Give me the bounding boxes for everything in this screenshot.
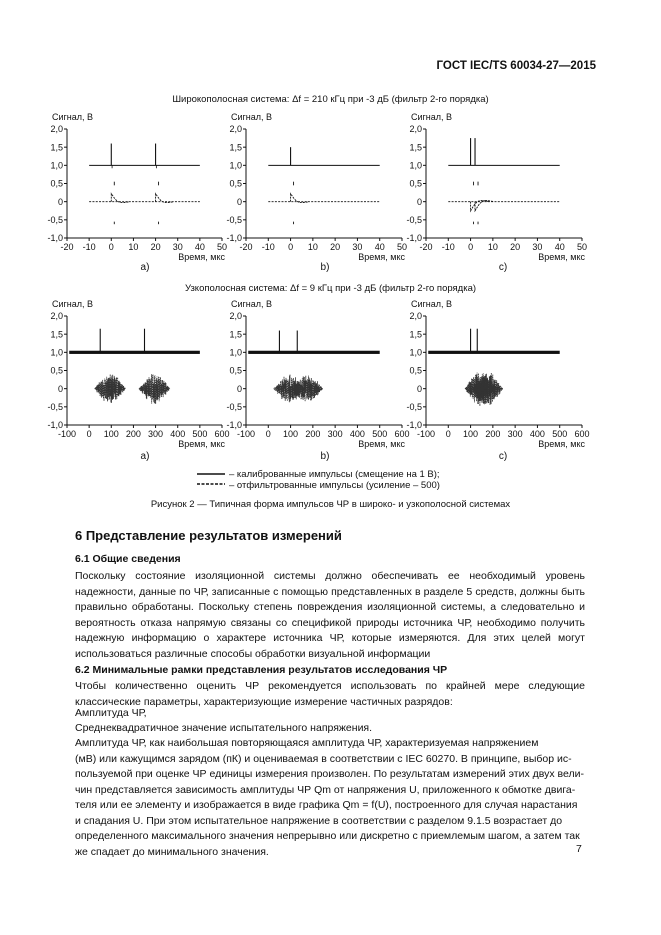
- x-axis-title: Время, мкс: [178, 439, 225, 449]
- y-axis-title: Сигнал, В: [411, 112, 453, 122]
- x-tick-label: 0: [265, 429, 271, 439]
- y-tick-label: 0: [236, 383, 242, 394]
- legend-swatches: [195, 469, 227, 489]
- y-tick-label: 0: [57, 383, 63, 394]
- x-tick-label: -20: [239, 242, 253, 252]
- x-tick-label: 30: [352, 242, 363, 252]
- x-tick-label: 20: [330, 242, 341, 252]
- section-6-2-line-5: теля или ее элементу и изображается в виде графика Qm = f(U), построенного для случая нарастания: [75, 799, 578, 811]
- y-axis-title: Сигнал, В: [231, 112, 273, 122]
- x-tick-label: 100: [103, 429, 119, 439]
- y-tick-label: 0,5: [50, 178, 63, 189]
- y-tick-label: 1,5: [409, 142, 422, 153]
- y-tick-label: 1,5: [50, 329, 63, 340]
- x-tick-label: 200: [125, 429, 141, 439]
- x-tick-label: 400: [529, 429, 545, 439]
- y-tick-label: 2,0: [50, 124, 63, 135]
- y-tick-label: 0: [416, 196, 422, 207]
- x-tick-label: 50: [216, 242, 228, 252]
- figure-caption: Рисунок 2 — Типичная форма импульсов ЧР в широко- и узкополосной системах: [150, 499, 511, 510]
- document-header: ГОСТ IEC/TS 60034-27—2015: [436, 60, 596, 72]
- x-tick-label: 300: [507, 429, 523, 439]
- x-tick-label: 600: [574, 429, 590, 439]
- x-tick-label: 0: [86, 429, 92, 439]
- x-tick-label: 20: [510, 242, 521, 252]
- x-tick-label: -100: [57, 429, 77, 439]
- y-tick-label: -1,0: [406, 233, 422, 244]
- section-6-heading: 6 Представление результатов измерений: [75, 528, 342, 543]
- y-tick-label: 2,0: [409, 311, 422, 322]
- x-axis-title: Время, мкс: [358, 252, 405, 262]
- wideband-figure-title: Широкополосная система: Δf = 210 кГц при -3 дБ (фильтр 2-го порядка): [172, 94, 489, 105]
- legend-solid-text: – калиброванные импульсы (смещение на 1 В);: [229, 469, 440, 480]
- y-tick-label: 1,0: [229, 160, 242, 171]
- x-tick-label: 10: [487, 242, 498, 252]
- panel-label: a): [140, 451, 150, 462]
- y-tick-label: -0,5: [226, 402, 242, 413]
- x-tick-label: 0: [288, 242, 294, 252]
- x-tick-label: 40: [194, 242, 205, 252]
- narrowband-figure-title: Узкополосная система: Δf = 9 кГц при -3 дБ (фильтр 2-го порядка): [184, 283, 477, 294]
- y-tick-label: 1,0: [229, 347, 242, 358]
- section-6-2-line-3: пользуемой при оценке ЧР единицы измерения произволен. По результатам измерений этих двух вели-: [75, 768, 584, 780]
- filtered-burst: [95, 374, 126, 403]
- y-tick-label: 2,0: [229, 124, 242, 135]
- y-tick-label: 2,0: [409, 124, 422, 135]
- y-tick-label: 0,5: [229, 365, 242, 376]
- x-tick-label: 10: [307, 242, 318, 252]
- x-tick-label: -20: [60, 242, 74, 252]
- y-tick-label: 0: [416, 383, 422, 394]
- x-tick-label: -100: [416, 429, 436, 439]
- x-tick-label: -100: [236, 429, 256, 439]
- section-6-2-line-4: чин представляется зависимость амплитуды ЧР Qm от напряжения U, приложенного к обмотке двига-: [75, 784, 576, 796]
- y-tick-label: 0: [236, 196, 242, 207]
- section-6-2-item-2: Среднеквадратичное значение испытательного напряжения.: [75, 722, 373, 734]
- filtered-pulse-ringing: [471, 201, 489, 211]
- y-tick-label: 1,0: [409, 160, 422, 171]
- section-6-2-intro: Чтобы количественно оценить ЧР рекомендуется использовать по крайней мере следующие классические параметры, характеризующие измерение частичных разрядов:: [75, 680, 585, 708]
- calibrated-trace: [428, 351, 559, 354]
- panel-label: c): [498, 262, 508, 273]
- x-axis-title: Время, мкс: [358, 439, 405, 449]
- x-tick-label: 500: [192, 429, 208, 439]
- section-6-2-line-8: же спадает до минимального значения.: [75, 846, 269, 858]
- filtered-pulse-ringing: [475, 201, 493, 211]
- y-tick-label: 0,5: [229, 178, 242, 189]
- x-tick-label: 300: [327, 429, 343, 439]
- panel-label: b): [320, 451, 330, 462]
- x-tick-label: -20: [419, 242, 433, 252]
- calibrated-trace: [69, 351, 200, 354]
- legend-dashed-text: – отфильтрованные импульсы (усиление – 500): [229, 480, 440, 491]
- panel-label: c): [498, 451, 508, 462]
- x-tick-label: 400: [349, 429, 365, 439]
- y-tick-label: -0,5: [406, 402, 422, 413]
- y-tick-label: 1,0: [50, 160, 63, 171]
- page-number: 7: [576, 843, 582, 855]
- panel-label: b): [320, 262, 330, 273]
- y-tick-label: 0,5: [50, 365, 63, 376]
- y-tick-label: -0,5: [226, 215, 242, 226]
- y-tick-label: -1,0: [47, 420, 63, 431]
- section-6-2-line-1: Амплитуда ЧР, как наибольшая повторяющаяся амплитуда ЧР, характеризуемая напряжением: [75, 737, 539, 749]
- x-tick-label: 10: [128, 242, 139, 252]
- x-tick-label: -10: [82, 242, 96, 252]
- y-axis-title: Сигнал, В: [411, 299, 453, 309]
- section-6-2-heading: 6.2 Минимальные рамки представления результатов исследования ЧР: [75, 664, 448, 676]
- section-6-2-item-1: Амплитуда ЧР,: [75, 707, 147, 719]
- y-axis-title: Сигнал, В: [52, 112, 94, 122]
- y-axis-title: Сигнал, В: [231, 299, 273, 309]
- x-tick-label: 200: [305, 429, 321, 439]
- x-tick-label: 100: [463, 429, 479, 439]
- x-tick-label: 50: [396, 242, 408, 252]
- section-6-2-line-2: (мВ) или кажущимся зарядом (пК) и оцениваемая в соответствии с IEC 60270. В принципе, выбор ис-: [75, 753, 572, 765]
- x-tick-label: 30: [172, 242, 183, 252]
- y-tick-label: 1,0: [409, 347, 422, 358]
- filtered-pulse-ringing: [156, 194, 174, 203]
- y-tick-label: 1,5: [409, 329, 422, 340]
- section-6-2-line-6: и спадания U. При этом испытательное напряжение в соответствии с разделом 9.1.5 возрастает до: [75, 815, 563, 827]
- section-6-1-paragraph: Поскольку состояние изоляционной системы должно обеспечивать ее необходимый уровень надежности, данные по ЧР, записанные с помощью представленных в разделе 5 средств, должны быть правильно обработаны. Поскольку степень повреждения изоляционной системы, а следовательно и вероятность отказа напрямую связаны со спецификой природы источника ЧР, необходимо получить надежную информацию о характере источника ЧР, которые измеряются. Для этих целей могут использоваться различные способы обработки визуальной информации: [75, 570, 585, 660]
- panel-label: a): [140, 262, 150, 273]
- filtered-burst: [139, 374, 170, 404]
- x-tick-label: 600: [394, 429, 410, 439]
- y-tick-label: -1,0: [406, 420, 422, 431]
- section-6-1-heading: 6.1 Общие сведения: [75, 553, 181, 565]
- x-tick-label: 40: [374, 242, 385, 252]
- y-tick-label: 1,0: [50, 347, 63, 358]
- y-tick-label: 2,0: [50, 311, 63, 322]
- x-tick-label: 20: [150, 242, 161, 252]
- x-tick-label: 0: [108, 242, 114, 252]
- x-tick-label: 0: [445, 429, 451, 439]
- y-tick-label: -1,0: [226, 420, 242, 431]
- y-tick-label: -0,5: [47, 215, 63, 226]
- x-tick-label: 500: [372, 429, 388, 439]
- y-tick-label: 0,5: [409, 178, 422, 189]
- x-axis-title: Время, мкс: [178, 252, 225, 262]
- y-tick-label: -0,5: [47, 402, 63, 413]
- x-axis-title: Время, мкс: [538, 439, 585, 449]
- y-tick-label: -1,0: [47, 233, 63, 244]
- y-tick-label: 0: [57, 196, 63, 207]
- calibrated-trace: [248, 351, 379, 354]
- y-tick-label: 1,5: [229, 142, 242, 153]
- y-tick-label: 1,5: [50, 142, 63, 153]
- y-tick-label: -1,0: [226, 233, 242, 244]
- x-tick-label: -10: [441, 242, 455, 252]
- y-tick-label: 0,5: [409, 365, 422, 376]
- y-axis-title: Сигнал, В: [52, 299, 94, 309]
- x-axis-title: Время, мкс: [538, 252, 585, 262]
- x-tick-label: 200: [485, 429, 501, 439]
- x-tick-label: 600: [214, 429, 230, 439]
- x-tick-label: 50: [576, 242, 588, 252]
- x-tick-label: -10: [261, 242, 275, 252]
- x-tick-label: 30: [532, 242, 543, 252]
- y-tick-label: 1,5: [229, 329, 242, 340]
- y-tick-label: 2,0: [229, 311, 242, 322]
- x-tick-label: 500: [552, 429, 568, 439]
- y-tick-label: -0,5: [406, 215, 422, 226]
- x-tick-label: 100: [283, 429, 299, 439]
- x-tick-label: 40: [554, 242, 565, 252]
- x-tick-label: 400: [170, 429, 186, 439]
- section-6-2-line-7: определенного максимального значения непрерывно или дискретно с приемлемым шагом, а затем так: [75, 830, 580, 842]
- x-tick-label: 0: [468, 242, 474, 252]
- x-tick-label: 300: [148, 429, 164, 439]
